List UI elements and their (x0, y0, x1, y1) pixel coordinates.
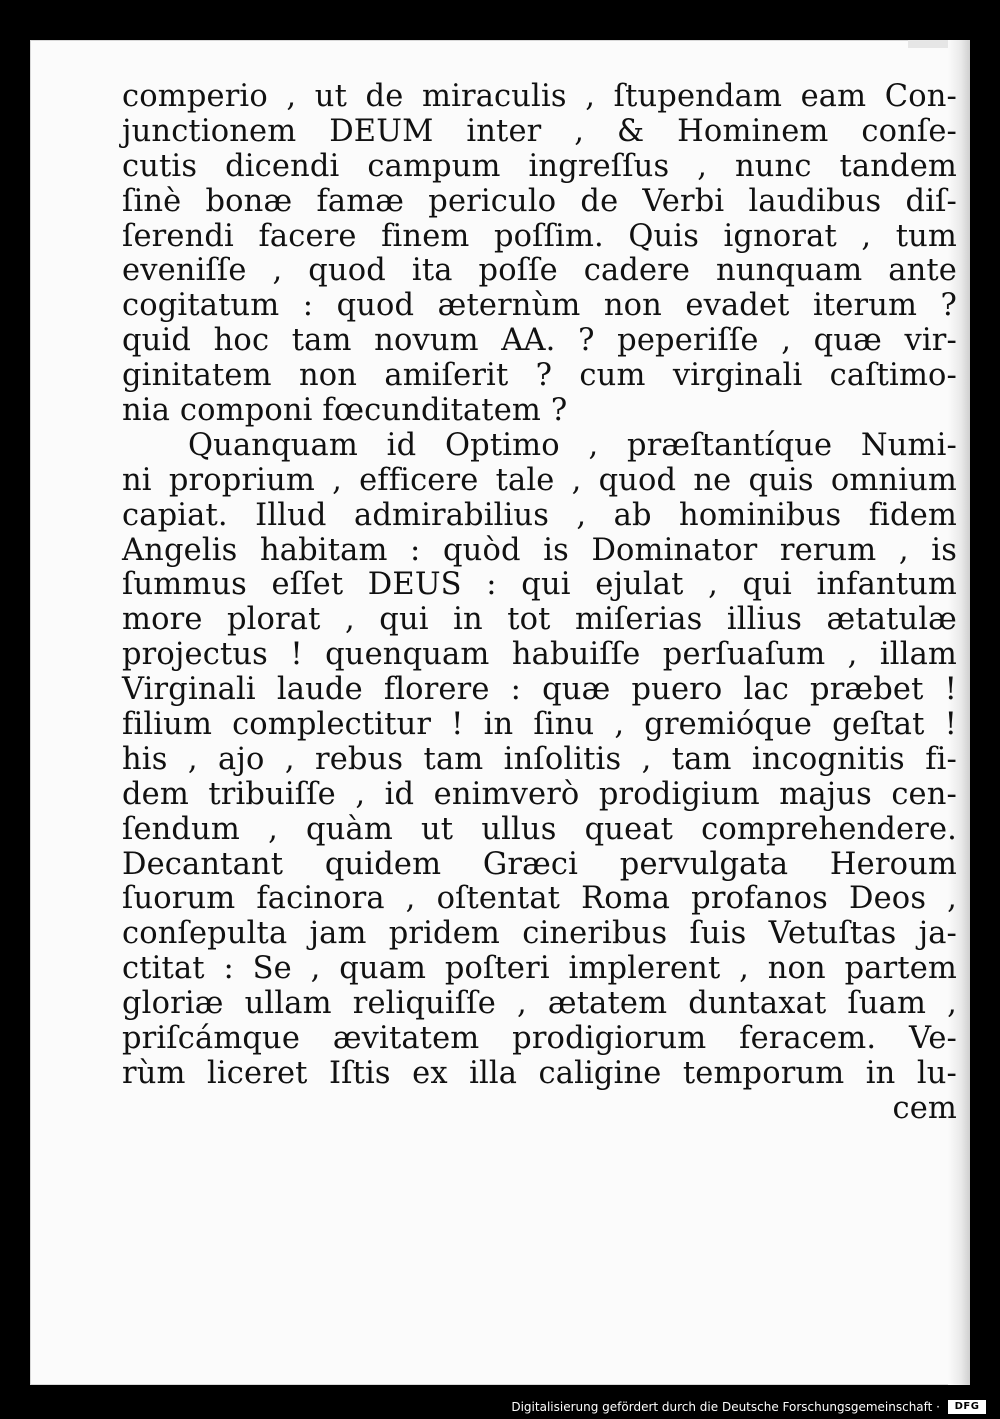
text-line: gloriæ ullam reliquiſſe , ætatem duntaxat ſuam , (122, 986, 957, 1022)
text-line: ginitatem non amiſerit ? cum virginali caſtimo- (122, 358, 957, 394)
text-line: filium complectitur ! in ſinu , gremióque geſtat ! (122, 707, 957, 743)
text-line: ſerendi facere finem poſſim. Quis ignorat , tum (122, 218, 957, 254)
text-line: projectus ! quenquam habuiſſe perſuaſum , illam (122, 637, 957, 673)
page-corner (908, 40, 948, 48)
text-line: comperio , ut de miraculis , ſtupendam eam Con- (122, 79, 957, 114)
text-line: quid hoc tam novum AA. ? peperiſſe , quæ vir- (122, 323, 957, 359)
text-line: ni proprium , efficere tale , quod ne quis omnium (122, 462, 957, 498)
text-line: eveniſſe , quod ita poſſe cadere nunquam ante (122, 253, 957, 289)
text-line: ſendum , quàm ut ullus queat comprehendere. (122, 811, 957, 847)
text-line: priſcámque ævitatem prodigiorum feracem. Ve- (122, 1021, 957, 1057)
text-line: ſinè bonæ famæ periculo de Verbi laudibus diſ- (122, 183, 957, 219)
text-line: ſuorum facinora , oſtentat Roma profanos Deos , (122, 881, 957, 917)
text-line: ſummus eſſet DEUS : qui ejulat , qui infantum (122, 567, 957, 603)
text-line: rùm liceret Iſtis ex illa caligine temporum in lu- (122, 1055, 957, 1091)
text-line: Virginali laude florere : quæ puero lac præbet ! (122, 672, 957, 708)
text-line: cogitatum : quod æternùm non evadet iterum ? (122, 288, 957, 324)
text-line: ctitat : Se , quam poſteri implerent , non partem (122, 951, 957, 987)
paragraph-first-line: Quanquam id Optimo , præſtantíque Numi- (188, 427, 957, 463)
body-text (122, 80, 957, 1127)
text-line: dem tribuiſſe , id enimverò prodigium majus cen- (122, 776, 957, 812)
text-line: junctionem DEUM inter , & Hominem conſe- (122, 113, 957, 149)
dfg-logo: DFG (948, 1400, 986, 1414)
catchword: cem (892, 1090, 957, 1126)
text-line: his , ajo , rebus tam inſolitis , tam incognitis fi- (122, 741, 957, 777)
text-line: Decantant quidem Græci pervulgata Heroum (122, 846, 957, 882)
text-line: cutis dicendi campum ingreſſus , nunc tandem (122, 148, 957, 184)
digitization-credit: Digitalisierung gefördert durch die Deutsche Forschungsgemeinschaft · (511, 1400, 940, 1414)
text-line: more plorat , qui in tot miſerias illius ætatulæ (122, 602, 957, 638)
book-page (30, 40, 970, 1385)
text-line: conſepulta jam pridem cineribus ſuis Vetuſtas ja- (122, 916, 957, 952)
text-line: nia componi fœcunditatem ? (122, 393, 568, 429)
text-line: Angelis habitam : quòd is Dominator rerum , is (122, 532, 957, 568)
text-line: capiat. Illud admirabilius , ab hominibus fidem (122, 497, 957, 533)
